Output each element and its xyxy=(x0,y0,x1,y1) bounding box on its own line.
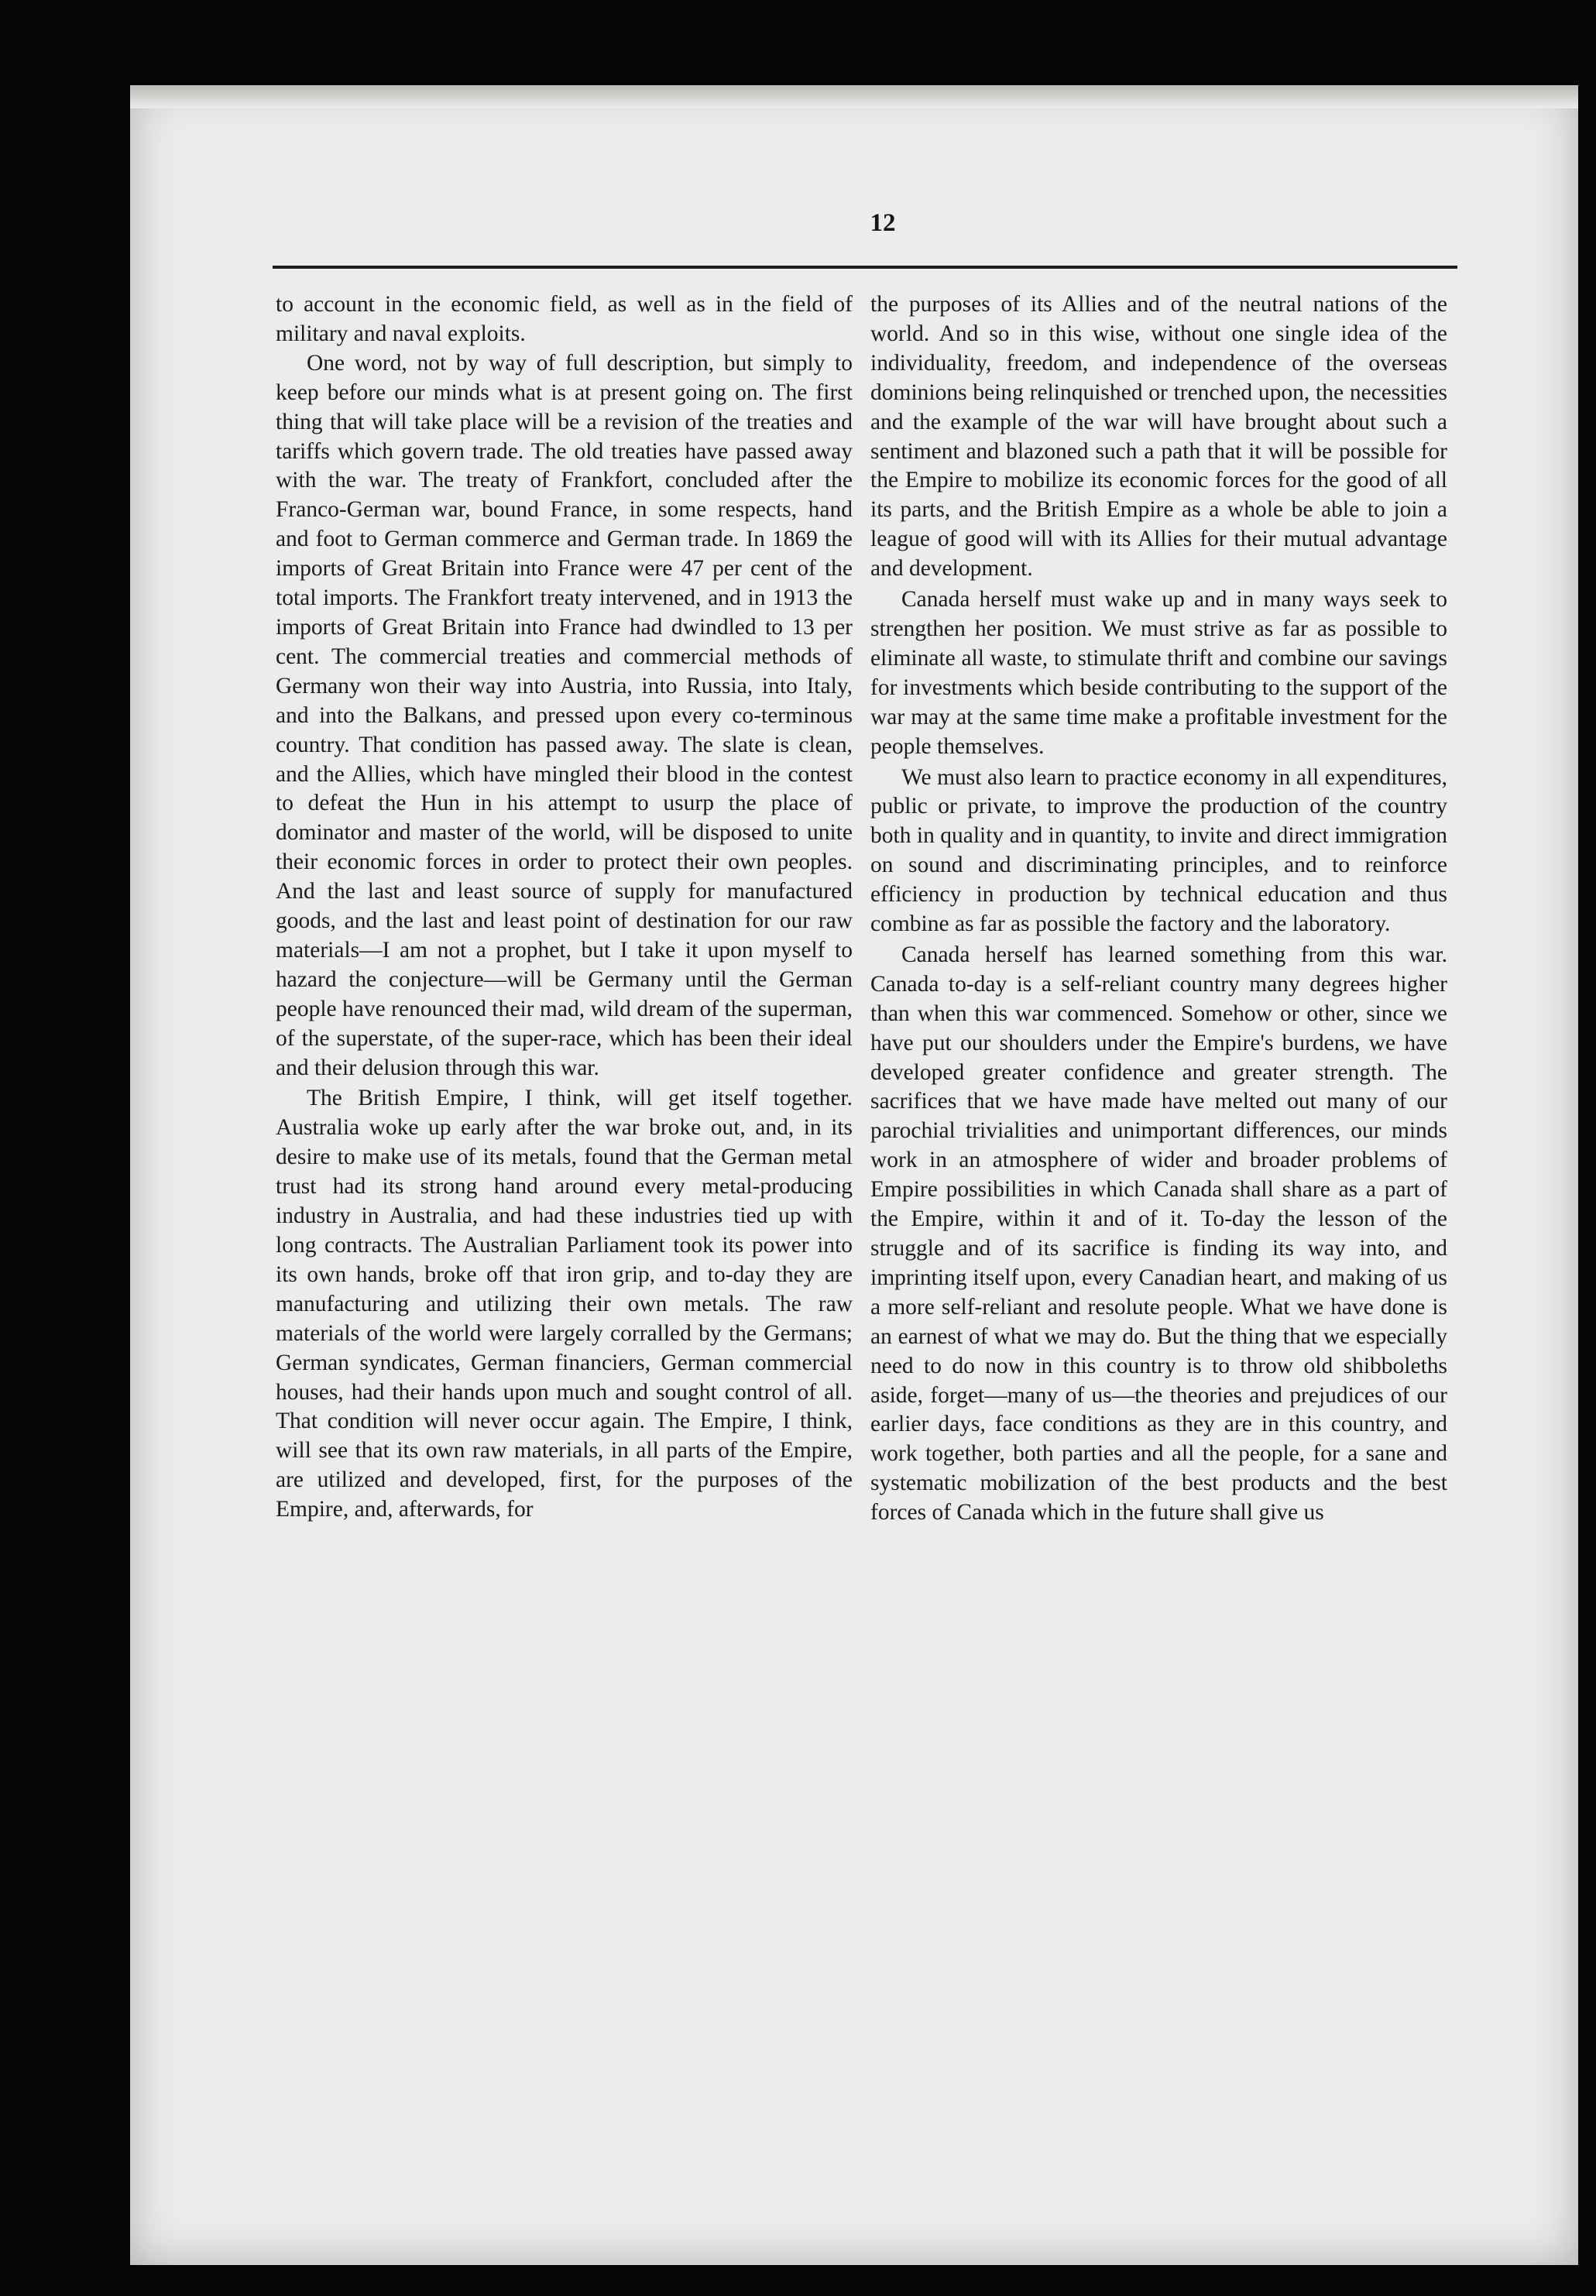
right-paragraph-1: the purposes of its Allies and of the neutral nations of the world. And so in this wise, without one single idea of the individuality, freedom, and independence of the overseas dominions being relinquished or trenched upon, the necessities and the example of the war will have brought about such a sentiment and blazoned such a path that it will be possible for the Empire to mobilize its economic forces for the good of all its parts, and the British Empire as a whole be able to join a league of good will with its Allies for their mutual advantage and development. xyxy=(870,292,1447,582)
right-paragraph-3: We must also learn to practice economy in all expenditures, public or private, to improve the production of the country both in quality and in quantity, to invite and direct immigration on sound and discriminating principles, and to reinforce efficiency in production by technical education and thus combine as far as possible the factory and the laboratory. xyxy=(870,764,1447,937)
right-column xyxy=(870,290,1447,1528)
right-paragraph-2: Canada herself must wake up and in many ways seek to strengthen her position. We must strive as far as possible to eliminate all waste, to stimulate thrift and combine our savings for investments which beside contributing to the support of the war may at the same time make a profitable investment for the people themselves. xyxy=(870,587,1447,759)
page-top-edge-shadow xyxy=(130,85,1578,108)
left-paragraph-2: One word, not by way of full description, but simply to keep before our minds what is at present going on. The first thing that will take place will be a revision of the treaties and tariffs which govern trade. The old treaties have passed away with the war. The treaty of Frankfort, concluded after the Franco-German war, bound France, in some respects, hand and foot to German commerce and German trade. In 1869 the imports of Great Britain into France were 47 per cent of the total imports. The Frankfort treaty intervened, and in 1913 the imports of Great Britain into France had dwindled to 13 per cent. The commercial treaties and commercial methods of Germany won their way into Austria, into Russia, into Italy, and into the Balkans, and pressed upon every co-terminous country. That condition has passed away. The slate is clean, and the Allies, which have mingled their blood in the contest to defeat the Hun in his attempt to usurp the place of dominator and master of the world, will be disposed to unite their economic forces in order to protect their own peoples. And the last and least source of supply for manufactured goods, and the last and least point of destination for our raw materials—I am not a prophet, but I take it upon myself to hazard the conjecture—will be Germany until the German people have renounced their mad, wild dream of the superman, of the superstate, of the super-race, which has been their ideal and their delusion through this war. xyxy=(276,350,853,1080)
left-column xyxy=(276,290,853,1525)
page-number: 12 xyxy=(870,209,896,237)
left-paragraph-3: The British Empire, I think, will get itself together. Australia woke up early after the war broke out, and, in its desire to make use of its metals, found that the German metal trust had its strong hand around every metal-producing industry in Australia, and had these industries tied up with long contracts. The Australian Parliament took its power into its own hands, broke off that iron grip, and to-day they are manufacturing and utilizing their own metals. The raw materials of the world were largely corralled by the Germans; German syndicates, German financiers, German commercial houses, had their hands upon much and sought control of all. That condition will never occur again. The Empire, I think, will see that its own raw materials, in all parts of the Empire, are utilized and developed, first, for the purposes of the Empire, and, afterwards, for xyxy=(276,1086,853,1522)
header-rule xyxy=(273,266,1457,269)
right-paragraph-4: Canada herself has learned something from this war. Canada to-day is a self-reliant country many degrees higher than when this war commenced. Somehow or other, since we have put our shoulders under the Empire's burdens, we have developed greater confidence and greater strength. The sacrifices that we have made have melted out many of our parochial trivialities and unimportant differences, our minds work in an atmosphere of wider and broader problems of Empire possibilities in which Canada shall share as a part of the Empire, within it and of it. To-day the lesson of the struggle and of its sacrifice is finding its way into, and imprinting itself upon, every Canadian heart, and making of us a more self-reliant and resolute people. What we have done is an earnest of what we may do. But the thing that we especially need to do now in this country is to throw old shibboleths aside, forget—many of us—the theories and prejudices of our earlier days, face conditions as they are in this country, and work together, both parties and all the people, for a sane and systematic mobilization of the best products and the best forces of Canada which in the future shall give us xyxy=(870,942,1447,1526)
left-paragraph-1: to account in the economic field, as well as in the field of military and naval exploits. xyxy=(276,292,853,346)
